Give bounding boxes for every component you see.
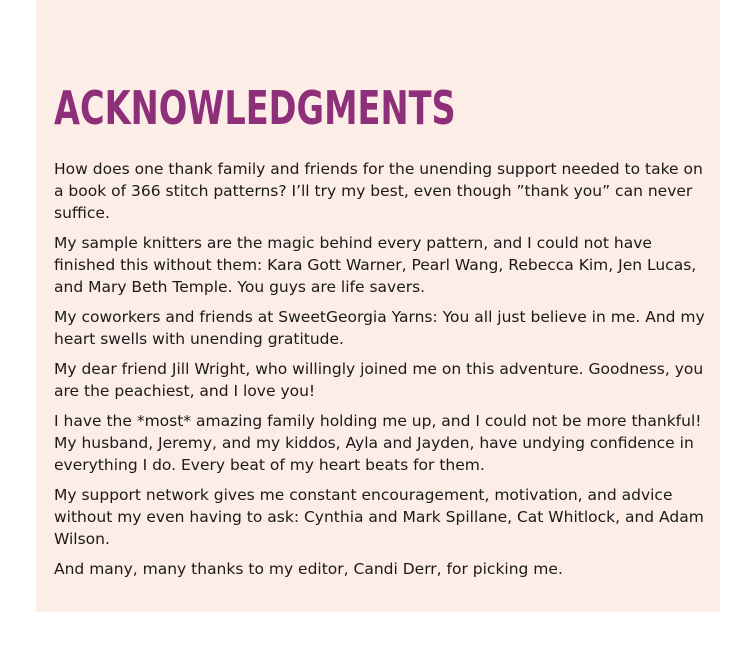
acknowledgments-body [54, 158, 710, 588]
page-title: ACKNOWLEDGMENTS [54, 81, 456, 135]
paragraph-family-friends: How does one thank family and friends for the unending support needed to take on a book of 366 stitch patterns? I’ll try my best, even though ”thank you” can never suffice. [54, 160, 703, 222]
paragraph-sample-knitters: My sample knitters are the magic behind every pattern, and I could not have finished this without them: Kara Gott Warner, Pearl Wang, Rebecca Kim, Jen Lucas, and Mary Beth Temple. You guys are life savers. [54, 234, 697, 296]
paragraph-support-network: My support network gives me constant encouragement, motivation, and advice without my even having to ask: Cynthia and Mark Spillane, Cat Whitlock, and Adam Wilson. [54, 486, 704, 548]
paragraph-coworkers: My coworkers and friends at SweetGeorgia Yarns: You all just believe in me. And my heart swells with unending gratitude. [54, 308, 705, 348]
paragraph-editor: And many, many thanks to my editor, Candi Derr, for picking me. [54, 560, 563, 578]
paragraph-jill-wright: My dear friend Jill Wright, who willingly joined me on this adventure. Goodness, you are the peachiest, and I love you! [54, 360, 704, 400]
paragraph-family: I have the *most* amazing family holding me up, and I could not be more thankful! My husband, Jeremy, and my kiddos, Ayla and Jayden, have undying confidence in everything I do. Every beat of my heart beats for them. [54, 412, 702, 474]
